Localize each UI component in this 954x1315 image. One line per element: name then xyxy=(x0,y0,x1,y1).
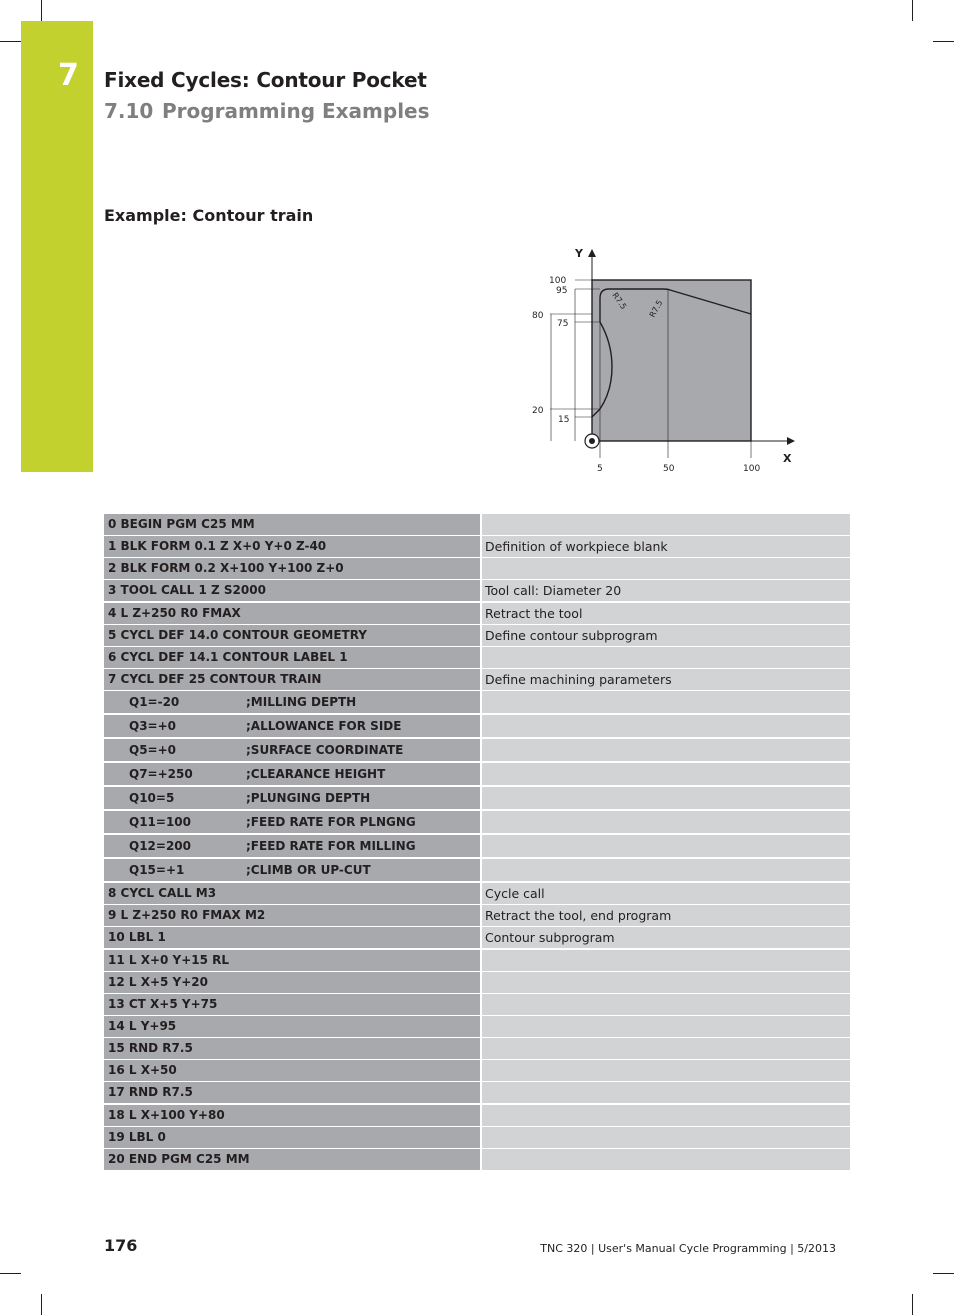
y-tick-label: 20 xyxy=(532,406,544,416)
table-row xyxy=(104,558,850,579)
table-row xyxy=(104,536,850,557)
crop-mark xyxy=(912,0,913,21)
comment-cell xyxy=(482,1082,850,1103)
param-value: Q7=+250 xyxy=(129,767,193,782)
x-tick-label: 50 xyxy=(663,464,675,474)
table-row xyxy=(104,1149,850,1170)
param-row xyxy=(104,811,850,833)
comment-cell xyxy=(482,859,850,881)
x-tick-label: 5 xyxy=(597,464,603,474)
param-label: ;CLIMB OR UP-CUT xyxy=(246,863,371,878)
comment-cell xyxy=(482,691,850,713)
comment-cell xyxy=(482,514,850,535)
code-cell: 20 END PGM C25 MM xyxy=(104,1149,480,1170)
param-value: Q3=+0 xyxy=(129,719,177,734)
code-cell: 19 LBL 0 xyxy=(104,1127,480,1148)
code-cell: 12 L X+5 Y+20 xyxy=(104,972,480,993)
y-axis-label: Y xyxy=(575,247,583,260)
page-number: 176 xyxy=(104,1236,138,1255)
code-cell: 18 L X+100 Y+80 xyxy=(104,1105,480,1126)
crop-mark xyxy=(0,41,21,42)
param-cell xyxy=(104,811,480,833)
crop-mark xyxy=(41,0,42,21)
param-value: Q12=200 xyxy=(129,839,192,854)
chapter-title: Fixed Cycles: Contour Pocket xyxy=(104,68,427,92)
param-row xyxy=(104,835,850,857)
y-tick-label: 95 xyxy=(556,286,568,296)
comment-cell xyxy=(482,972,850,993)
section-title: Programming Examples xyxy=(162,99,430,123)
program-table xyxy=(104,514,850,1171)
radius-label: R7.5 xyxy=(647,298,665,319)
table-row xyxy=(104,1016,850,1037)
param-label: ;FEED RATE FOR MILLING xyxy=(246,839,416,854)
table-row xyxy=(104,647,850,668)
comment-cell: Define contour subprogram xyxy=(482,625,850,646)
table-row xyxy=(104,950,850,971)
param-label: ;ALLOWANCE FOR SIDE xyxy=(246,719,402,734)
table-row xyxy=(104,1060,850,1081)
comment-cell: Retract the tool xyxy=(482,603,850,624)
param-cell xyxy=(104,787,480,809)
param-label: ;SURFACE COORDINATE xyxy=(246,743,404,758)
param-label: ;MILLING DEPTH xyxy=(246,695,357,710)
crop-mark xyxy=(933,41,954,42)
param-row xyxy=(104,859,850,881)
param-label: ;FEED RATE FOR PLNGNG xyxy=(246,815,416,830)
comment-cell: Contour subprogram xyxy=(482,927,850,948)
table-row xyxy=(104,514,850,535)
param-cell xyxy=(104,715,480,737)
table-row xyxy=(104,905,850,926)
table-row xyxy=(104,883,850,904)
comment-cell xyxy=(482,1038,850,1059)
workpiece-blank xyxy=(592,280,751,441)
comment-cell xyxy=(482,950,850,971)
param-cell xyxy=(104,763,480,785)
code-cell: 10 LBL 1 xyxy=(104,927,480,948)
comment-cell xyxy=(482,835,850,857)
crop-mark xyxy=(41,1294,42,1315)
code-cell: 14 L Y+95 xyxy=(104,1016,480,1037)
comment-cell: Cycle call xyxy=(482,883,850,904)
code-cell: 17 RND R7.5 xyxy=(104,1082,480,1103)
code-cell: 16 L X+50 xyxy=(104,1060,480,1081)
crop-mark xyxy=(933,1273,954,1274)
code-cell: 7 CYCL DEF 25 CONTOUR TRAIN xyxy=(104,669,480,690)
param-cell xyxy=(104,859,480,881)
table-row xyxy=(104,994,850,1015)
param-row xyxy=(104,787,850,809)
comment-cell xyxy=(482,647,850,668)
param-value: Q15=+1 xyxy=(129,863,185,878)
comment-cell: Definition of workpiece blank xyxy=(482,536,850,557)
code-cell: 8 CYCL CALL M3 xyxy=(104,883,480,904)
example-title: Example: Contour train xyxy=(104,206,314,225)
footer-text: TNC 320 | User's Manual Cycle Programming | 5/2013 xyxy=(540,1242,836,1255)
param-value: Q11=100 xyxy=(129,815,192,830)
comment-cell xyxy=(482,558,850,579)
comment-cell: Define machining parameters xyxy=(482,669,850,690)
comment-cell xyxy=(482,1016,850,1037)
comment-cell xyxy=(482,715,850,737)
table-row xyxy=(104,1105,850,1126)
table-row xyxy=(104,972,850,993)
comment-cell xyxy=(482,763,850,785)
chapter-tab xyxy=(21,21,93,472)
y-tick-label: 100 xyxy=(549,276,567,286)
contour-figure xyxy=(520,240,800,480)
comment-cell xyxy=(482,1060,850,1081)
code-cell: 5 CYCL DEF 14.0 CONTOUR GEOMETRY xyxy=(104,625,480,646)
comment-cell xyxy=(482,1127,850,1148)
comment-cell xyxy=(482,994,850,1015)
param-cell xyxy=(104,691,480,713)
param-label: ;CLEARANCE HEIGHT xyxy=(246,767,386,782)
param-row xyxy=(104,715,850,737)
table-row xyxy=(104,1038,850,1059)
chapter-number: 7 xyxy=(58,58,79,93)
code-cell: 9 L Z+250 R0 FMAX M2 xyxy=(104,905,480,926)
param-cell xyxy=(104,739,480,761)
code-cell: 11 L X+0 Y+15 RL xyxy=(104,950,480,971)
radius-label: R7.5 xyxy=(610,290,629,312)
code-cell: 1 BLK FORM 0.1 Z X+0 Y+0 Z-40 xyxy=(104,536,480,557)
table-row xyxy=(104,927,850,948)
comment-cell xyxy=(482,1149,850,1170)
comment-cell xyxy=(482,811,850,833)
code-cell: 15 RND R7.5 xyxy=(104,1038,480,1059)
code-cell: 2 BLK FORM 0.2 X+100 Y+100 Z+0 xyxy=(104,558,480,579)
table-row xyxy=(104,625,850,646)
param-row xyxy=(104,691,850,713)
param-value: Q10=5 xyxy=(129,791,175,806)
crop-mark xyxy=(0,1273,21,1274)
table-row xyxy=(104,1127,850,1148)
y-tick-label: 75 xyxy=(557,319,569,329)
crop-mark xyxy=(912,1294,913,1315)
table-row xyxy=(104,1082,850,1103)
comment-cell xyxy=(482,1105,850,1126)
y-tick-label: 15 xyxy=(558,415,570,425)
comment-cell xyxy=(482,787,850,809)
code-cell: 0 BEGIN PGM C25 MM xyxy=(104,514,480,535)
code-cell: 3 TOOL CALL 1 Z S2000 xyxy=(104,580,480,601)
x-axis-label: X xyxy=(783,452,792,465)
table-row xyxy=(104,669,850,690)
code-cell: 6 CYCL DEF 14.1 CONTOUR LABEL 1 xyxy=(104,647,480,668)
param-row xyxy=(104,739,850,761)
start-point xyxy=(589,438,595,444)
param-row xyxy=(104,763,850,785)
comment-cell xyxy=(482,739,850,761)
table-row xyxy=(104,603,850,624)
section-number: 7.10 xyxy=(104,99,154,123)
table-row xyxy=(104,580,850,601)
y-tick-label: 80 xyxy=(532,311,544,321)
param-label: ;PLUNGING DEPTH xyxy=(246,791,371,806)
param-cell xyxy=(104,835,480,857)
comment-cell: Tool call: Diameter 20 xyxy=(482,580,850,601)
code-cell: 13 CT X+5 Y+75 xyxy=(104,994,480,1015)
comment-cell: Retract the tool, end program xyxy=(482,905,850,926)
param-value: Q5=+0 xyxy=(129,743,177,758)
param-value: Q1=-20 xyxy=(129,695,180,710)
x-tick-label: 100 xyxy=(743,464,761,474)
code-cell: 4 L Z+250 R0 FMAX xyxy=(104,603,480,624)
